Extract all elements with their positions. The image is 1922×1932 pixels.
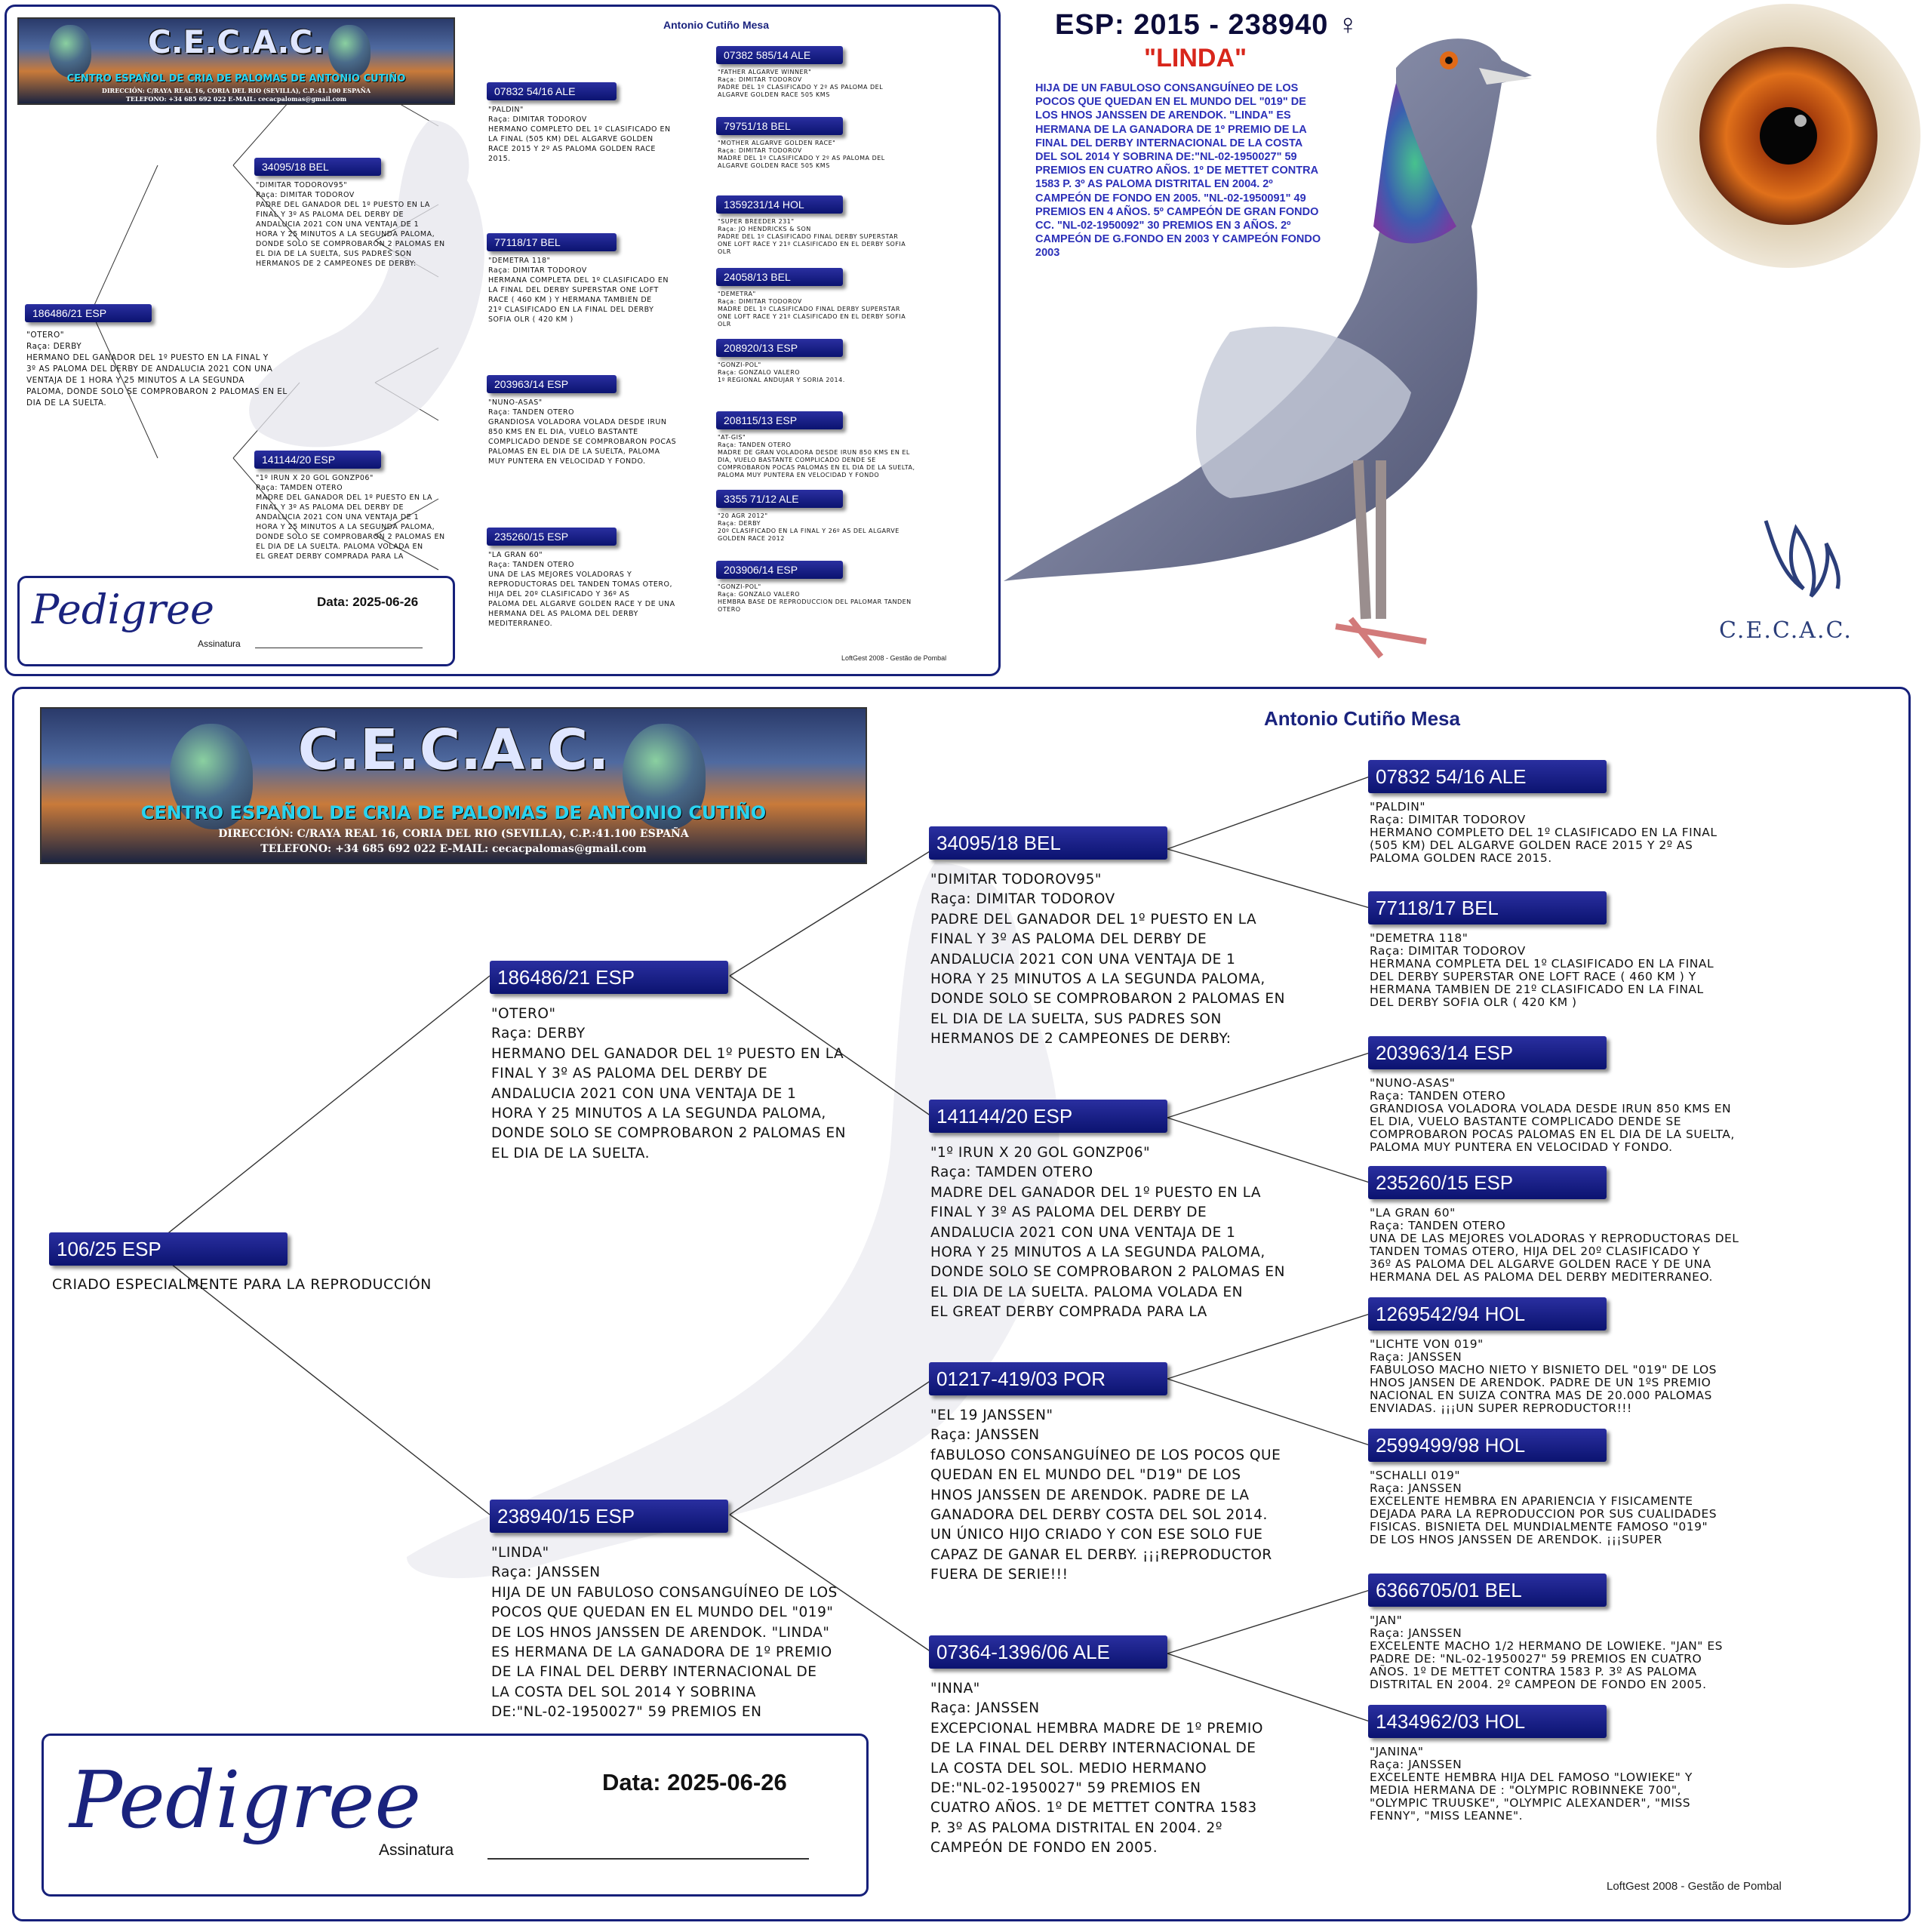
top-ggp-text: "SUPER BREEDER 231" Raça: JO HENDRICKS & SON PADRE DEL 1º CLASIFICADO FINAL DERBY SUPERSTAR ONE LOFT RACE Y 21º CLASIFICADO EN EL DERBY SOFIA OLR <box>718 218 906 255</box>
bird-name: "LINDA" <box>1144 44 1247 72</box>
top-subject-text: "OTERO" Raça: DERBY HERMANO DEL GANADOR DEL 1º PUESTO EN LA FINAL Y 3º AS PALOMA DEL DERBY DE ANDALUCIA 2021 CON UNA VENTAJA DE 1 HORA Y 25 MINUTOS A LA SEGUNDA PALOMA, DONDE SOLO SE COMPROBARON 2 PALOMAS EN EL DIA DE LA SUELTA. <box>26 331 288 408</box>
top-ggp-text: "20 AGR 2012" Raça: DERBY 20º CLASIFICADO EN LA FINAL Y 26º AS DEL ALGARVE GOLDEN RACE 2012 <box>718 512 899 542</box>
top-grandparent-text: "LA GRAN 60" Raça: TANDEN OTERO UNA DE LAS MEJORES VOLADORAS Y REPRODUCTORAS DEL TANDEN TOMAS OTERO, HIJA DEL 20º CLASIFICADO Y 36º AS PALOMA DEL ALGARVE GOLDEN RACE Y DE UNA HERMANA DEL AS PALOMA DEL DERBY MEDITERRANEO. <box>488 551 675 628</box>
bottom-parent-box: 238940/15 ESP <box>490 1500 728 1533</box>
bottom-ggp-box: 2599499/98 HOL <box>1368 1429 1607 1462</box>
bottom-ggp-box: 1269542/94 HOL <box>1368 1297 1607 1331</box>
bottom-grandparent-box: 07364-1396/06 ALE <box>929 1635 1167 1669</box>
signature-label: Assinatura <box>198 638 241 649</box>
top-grandparent-text: "DEMETRA 118" Raça: DIMITAR TODOROV HERMANA COMPLETA DEL 1º CLASIFICADO EN LA FINAL DEL DERBY SUPERSTAR ONE LOFT RACE ( 460 KM ) Y HERMANA TAMBIEN DE 21º CLASIFICADO EN LA FINAL DEL DERBY SOFIA OLR ( 420 KM ) <box>488 257 669 324</box>
footer-credit: LoftGest 2008 - Gestão de Pombal <box>1607 1880 1782 1893</box>
top-parent-text: "1º IRUN X 20 GOL GONZP06" Raça: TAMDEN OTERO MADRE DEL GANADOR DEL 1º PUESTO EN LA FINAL Y 3º AS PALOMA DEL DERBY DE ANDALUCIA 2021 CON UNA VENTAJA DE 1 HORA Y 25 MINUTOS A LA SEGUNDA PALOMA, DONDE SOLO SE COMPROBARON 2 PALOMAS EN EL DIA DE LA SUELTA. PALOMA VOLADA EN EL GREAT DERBY COMPRADA PARA LA <box>256 474 445 561</box>
bottom-ggp-box: 1434962/03 HOL <box>1368 1705 1607 1738</box>
bottom-ggp-text: "NUNO-ASAS" Raça: TANDEN OTERO GRANDIOSA VOLADORA VOLADA DESDE IRUN 850 KMS EN EL DIA, VUELO BASTANTE COMPLICADO DENDE SE COMPROBARON POCAS PALOMAS EN EL DIA DE LA SUELTA, PALOMA MUY PUNTERA EN VELOCIDAD Y FONDO. <box>1370 1076 1735 1154</box>
top-subject-box: 186486/21 ESP <box>25 304 152 322</box>
bottom-parent-text: "LINDA" Raça: JANSSEN HIJA DE UN FABULOSO CONSANGUÍNEO DE LOS POCOS QUE QUEDAN EN EL MUNDO DEL "019" DE LOS HNOS JANSSEN DE ARENDOK. "LINDA" ES HERMANA DE LA GANADORA DE 1º PREMIO DE LA FINAL DEL DERBY INTERNACIONAL DE LA COSTA DEL SOL 2014 Y SOBRINA DE:"NL-02-1950027" 59 PREMIOS EN <box>491 1545 838 1721</box>
top-ggp-text: "FATHER ALGARVE WINNER" Raça: DIMITAR TODOROV PADRE DEL 1º CLASIFICADO Y 2º AS PALOMA DEL ALGARVE GOLDEN RACE 505 KMS <box>718 69 884 98</box>
footer-credit: LoftGest 2008 - Gestão de Pombal <box>841 654 947 662</box>
banner-phone: TELEFONO: +34 685 692 022 E-MAIL: cecacpalomas@gmail.com <box>125 95 347 103</box>
top-parent-box: 34095/18 BEL <box>254 158 381 176</box>
bottom-ggp-text: "LICHTE VON 019" Raça: JANSSEN FABULOSO MACHO NIETO Y BISNIETO DEL "019" DE LOS HNOS JANSEN DE ARENDOK. PADRE DE UN 1ºS PREMIO NACIONAL EN SUIZA CONTRA MAS DE 20.000 PALOMAS ENVIADAS. ¡¡¡UN SUPER REPRODUCTOR!!! <box>1370 1337 1717 1415</box>
banner-logo-text: C.E.C.A.C. <box>297 718 610 783</box>
top-ggp-text: "MOTHER ALGARVE GOLDEN RACE" Raça: DIMITAR TODOROV MADRE DEL 1º CLASIFICADO Y 2º AS PALOMA DEL ALGARVE GOLDEN RACE 505 KMS <box>718 140 885 169</box>
top-parent-text: "DIMITAR TODOROV95" Raça: DIMITAR TODOROV PADRE DEL GANADOR DEL 1º PUESTO EN LA FINAL Y 3º AS PALOMA DEL DERBY DE ANDALUCIA 2021 CON UNA VENTAJA DE 1 HORA Y 25 MINUTOS A LA SEGUNDA PALOMA, DONDE SOLO SE COMPROBARON 2 PALOMAS EN EL DIA DE LA SUELTA, SUS PADRES SON HERMANOS DE 2 CAMPEONES DE DERBY: <box>256 181 445 268</box>
top-ggp-box: 203906/14 ESP <box>716 561 843 579</box>
pigeon-illustration <box>1004 0 1922 675</box>
banner-subtitle: CENTRO ESPAÑOL DE CRIA DE PALOMAS DE ANTONIO CUTIÑO <box>140 802 767 823</box>
top-signature-box <box>17 576 455 666</box>
top-ggp-text: "DEMETRA" Raça: DIMITAR TODOROV MADRE DEL 1º CLASIFICADO FINAL DERBY SUPERSTAR ONE LOFT RACE Y 21º CLASIFICADO EN EL DERBY SOFIA OLR <box>718 291 906 328</box>
bottom-grandparent-box: 34095/18 BEL <box>929 826 1167 860</box>
top-ggp-text: "GONZI-POL" Raça: GONZALO VALERO HEMBRA BASE DE REPRODUCCION DEL PALOMAR TANDEN OTERO <box>718 583 912 613</box>
date-label: Data: 2025-06-26 <box>602 1769 787 1795</box>
signature-line[interactable] <box>487 1858 809 1860</box>
bottom-signature-box <box>42 1734 869 1897</box>
bottom-grandparent-box: 141144/20 ESP <box>929 1100 1167 1133</box>
bottom-ggp-text: "SCHALLI 019" Raça: JANSSEN EXCELENTE HEMBRA EN APARIENCIA Y FISICAMENTE DEJADA PARA LA REPRODUCCION POR SUS CUALIDADES FISICAS. BISNIETA DEL MUNDIALMENTE FAMOSO "019" DE LOS HNOS JANSSEN DE ARENDOK. ¡¡¡SUPER <box>1370 1469 1717 1546</box>
bottom-parent-box: 186486/21 ESP <box>490 961 728 994</box>
top-ggp-box: 07382 585/14 ALE <box>716 46 843 64</box>
bottom-ggp-text: "PALDIN" Raça: DIMITAR TODOROV HERMANO COMPLETO DEL 1º CLASIFICADO EN LA FINAL (505 KM) DEL ALGARVE GOLDEN RACE 2015 Y 2º AS PALOMA GOLDEN RACE 2015. <box>1370 800 1717 865</box>
top-ggp-text: "GONZI-POL" Raça: GONZALO VALERO 1º REGIONAL ANDUJAR Y SORIA 2014. <box>718 361 845 383</box>
bottom-grandparent-text: "EL 19 JANSSEN" Raça: JANSSEN fABULOSO CONSANGUÍNEO DE LOS POCOS QUE QUEDAN EN EL MUNDO DEL "D19" DE LOS HNOS JANSSEN DE ARENDOK. PADRE DE LA GANADORA DEL DERBY COSTA DEL SOL 2014. UN ÚNICO HIJO CRIADO Y CON ESE SOLO FUE CAPAZ DE GANAR EL DERBY. ¡¡¡REPRODUCTOR FUERA DE SERIE!!! <box>930 1407 1281 1583</box>
top-ggp-box: 208920/13 ESP <box>716 339 843 357</box>
top-ggp-box: 208115/13 ESP <box>716 411 843 429</box>
owner-name: Antonio Cutiño Mesa <box>1264 707 1460 730</box>
bottom-ggp-text: "DEMETRA 118" Raça: DIMITAR TODOROV HERMANA COMPLETA DEL 1º CLASIFICADO EN LA FINAL DEL DERBY SUPERSTAR ONE LOFT RACE ( 460 KM ) Y HERMANA TAMBIEN DE 21º CLASIFICADO EN LA FINAL DEL DERBY SOFIA OLR ( 420 KM ) <box>1370 931 1714 1009</box>
corner-logo-text: C.E.C.A.C. <box>1719 617 1853 644</box>
banner-subtitle: CENTRO ESPAÑOL DE CRIA DE PALOMAS DE ANTONIO CUTIÑO <box>66 73 406 85</box>
top-grandparent-box: 07832 54/16 ALE <box>487 82 617 100</box>
bird-photo-card <box>1004 0 1922 675</box>
owner-name: Antonio Cutiño Mesa <box>663 19 769 31</box>
top-grandparent-box: 77118/17 BEL <box>487 233 617 251</box>
date-label: Data: 2025-06-26 <box>317 595 419 609</box>
bottom-grandparent-text: "1º IRUN X 20 GOL GONZP06" Raça: TAMDEN OTERO MADRE DEL GANADOR DEL 1º PUESTO EN LA FINAL Y 3º AS PALOMA DEL DERBY DE ANDALUCIA 2021 CON UNA VENTAJA DE 1 HORA Y 25 MINUTOS A LA SEGUNDA PALOMA, DONDE SOLO SE COMPROBARON 2 PALOMAS EN EL DIA DE LA SUELTA. PALOMA VOLADA EN EL GREAT DERBY COMPRADA PARA LA <box>930 1145 1285 1321</box>
banner-phone: TELEFONO: +34 685 692 022 E-MAIL: cecacpalomas@gmail.com <box>260 843 647 855</box>
bottom-ggp-box: 07832 54/16 ALE <box>1368 760 1607 793</box>
bottom-grandparent-box: 01217-419/03 POR <box>929 1362 1167 1395</box>
top-grandparent-box: 235260/15 ESP <box>487 528 617 546</box>
bottom-ggp-box: 6366705/01 BEL <box>1368 1574 1607 1607</box>
top-parent-box: 141144/20 ESP <box>254 451 381 469</box>
top-pedigree-panel <box>5 5 1001 676</box>
bottom-pedigree-panel <box>12 687 1911 1921</box>
pedigree-script: Pedigree <box>69 1754 422 1846</box>
top-ggp-box: 24058/13 BEL <box>716 268 843 286</box>
bottom-grandparent-text: "INNA" Raça: JANSSEN EXCEPCIONAL HEMBRA MADRE DE 1º PREMIO DE LA FINAL DEL DERBY INTERNACIONAL DE LA COSTA DEL SOL. MEDIO HERMANO DE:"NL-02-1950027" 59 PREMIOS EN CUATRO AÑOS. 1º DE METTET CONTRA 1583 P. 3º AS PALOMA DISTRITAL EN 2004. 2º CAMPEÓN DE FONDO EN 2005. <box>930 1681 1263 1857</box>
bottom-banner <box>40 707 867 864</box>
signature-label: Assinatura <box>379 1841 454 1859</box>
top-grandparent-text: "PALDIN" Raça: DIMITAR TODOROV HERMANO COMPLETO DEL 1º CLASIFICADO EN LA FINAL (505 KM) DEL ALGARVE GOLDEN RACE 2015 Y 2º AS PALOMA GOLDEN RACE 2015. <box>488 106 671 163</box>
top-ggp-box: 1359231/14 HOL <box>716 195 843 214</box>
pedigree-script: Pedigree <box>32 586 214 633</box>
bottom-grandparent-text: "DIMITAR TODOROV95" Raça: DIMITAR TODOROV PADRE DEL GANADOR DEL 1º PUESTO EN LA FINAL Y 3º AS PALOMA DEL DERBY DE ANDALUCIA 2021 CON UNA VENTAJA DE 1 HORA Y 25 MINUTOS A LA SEGUNDA PALOMA, DONDE SOLO SE COMPROBARON 2 PALOMAS EN EL DIA DE LA SUELTA, SUS PADRES SON HERMANOS DE 2 CAMPEONES DE DERBY: <box>930 872 1285 1048</box>
bottom-ggp-text: "LA GRAN 60" Raça: TANDEN OTERO UNA DE LAS MEJORES VOLADORAS Y REPRODUCTORAS DEL TANDEN TOMAS OTERO, HIJA DEL 20º CLASIFICADO Y 36º AS PALOMA DEL ALGARVE GOLDEN RACE Y DE UNA HERMANA DEL AS PALOMA DEL DERBY MEDITERRANEO. <box>1370 1206 1739 1284</box>
bottom-ggp-box: 203963/14 ESP <box>1368 1036 1607 1069</box>
bottom-ggp-text: "JANINA" Raça: JANSSEN EXCELENTE HEMBRA HIJA DEL FAMOSO "LOWIEKE" Y MEDIA HERMANA DE : "OLYMPIC ROBINNEKE 700", "OLYMPIC TRUUSKE", "OLYMPIC ALEXANDER", "MISS FENNY", "MISS LEANNE". <box>1370 1745 1693 1823</box>
bottom-ggp-box: 235260/15 ESP <box>1368 1166 1607 1199</box>
banner-logo-text: C.E.C.A.C. <box>147 23 325 60</box>
bird-description: HIJA DE UN FABULOSO CONSANGUÍNEO DE LOS POCOS QUE QUEDAN EN EL MUNDO DEL "019" DE LOS HNOS JANSSEN DE ARENDOK. "LINDA" ES HERMANA DE LA GANADORA DE 1º PREMIO DE LA FINAL DEL DERBY INTERNACIONAL DE LA COSTA DEL SOL 2014 Y SOBRINA DE:"NL-02-1950027" 59 PREMIOS EN CUATRO AÑOS. 1º DE METTET CONTRA 1583 P. 3º AS PALOMA DISTRITAL EN 2004. 2º CAMPEÓN DE FONDO EN 2005. "NL-02-1950091" 49 PREMIOS EN 4 AÑOS. 5º CAMPEÓN DE GRAN FONDO CC. "NL-02-1950092" 30 PREMIOS EN 3 AÑOS. 2º CAMPEÓN DE G.FONDO EN 2003 Y CAMPEÓN FONDO 2003 <box>1035 82 1321 260</box>
bottom-subject-box: 106/25 ESP <box>49 1232 288 1266</box>
top-banner <box>17 17 455 105</box>
top-ggp-text: "AT-GIS" Raça: TANDEN OTERO MADRE DE GRAN VOLADORA DESDE IRUN 850 KMS EN EL DIA, VUELO BASTANTE COMPLICADO DENDE SE COMPROBARON POCAS PALOMAS EN EL DIA DE LA SUELTA, PALOMA MUY PUNTERA EN VELOCIDAD Y FONDO <box>718 434 915 478</box>
bottom-ggp-text: "JAN" Raça: JANSSEN EXCELENTE MACHO 1/2 HERMANO DE LOWIEKE. "JAN" ES PADRE DE: "NL-02-1950027" 59 PREMIOS EN CUATRO AÑOS. 1º DE METTET CONTRA 1583 P. 3º AS PALOMA DISTRITAL EN 2004. 2º CAMPEON DE FONDO EN 2005. <box>1370 1614 1723 1691</box>
bird-ring-number: ESP: 2015 - 238940 ♀ <box>1055 9 1360 41</box>
top-grandparent-text: "NUNO-ASAS" Raça: TANDEN OTERO GRANDIOSA VOLADORA VOLADA DESDE IRUN 850 KMS EN EL DIA, VUELO BASTANTE COMPLICADO DENDE SE COMPROBARON POCAS PALOMAS EN EL DIA DE LA SUELTA, PALOMA MUY PUNTERA EN VELOCIDAD Y FONDO. <box>488 398 677 466</box>
top-ggp-box: 3355 71/12 ALE <box>716 490 843 508</box>
banner-address: DIRECCIÓN: C/RAYA REAL 16, CORIA DEL RIO (SEVILLA), C.P.:41.100 ESPAÑA <box>218 828 689 840</box>
banner-address: DIRECCIÓN: C/RAYA REAL 16, CORIA DEL RIO (SEVILLA), C.P.:41.100 ESPAÑA <box>101 87 371 94</box>
bottom-parent-text: "OTERO" Raça: DERBY HERMANO DEL GANADOR DEL 1º PUESTO EN LA FINAL Y 3º AS PALOMA DEL DERBY DE ANDALUCIA 2021 CON UNA VENTAJA DE 1 HORA Y 25 MINUTOS A LA SEGUNDA PALOMA, DONDE SOLO SE COMPROBARON 2 PALOMAS EN EL DIA DE LA SUELTA. <box>491 1006 846 1161</box>
top-ggp-box: 79751/18 BEL <box>716 117 843 135</box>
bottom-ggp-box: 77118/17 BEL <box>1368 891 1607 924</box>
bottom-subject-text: CRIADO ESPECIALMENTE PARA LA REPRODUCCIÓN <box>52 1276 432 1293</box>
top-grandparent-box: 203963/14 ESP <box>487 375 617 393</box>
